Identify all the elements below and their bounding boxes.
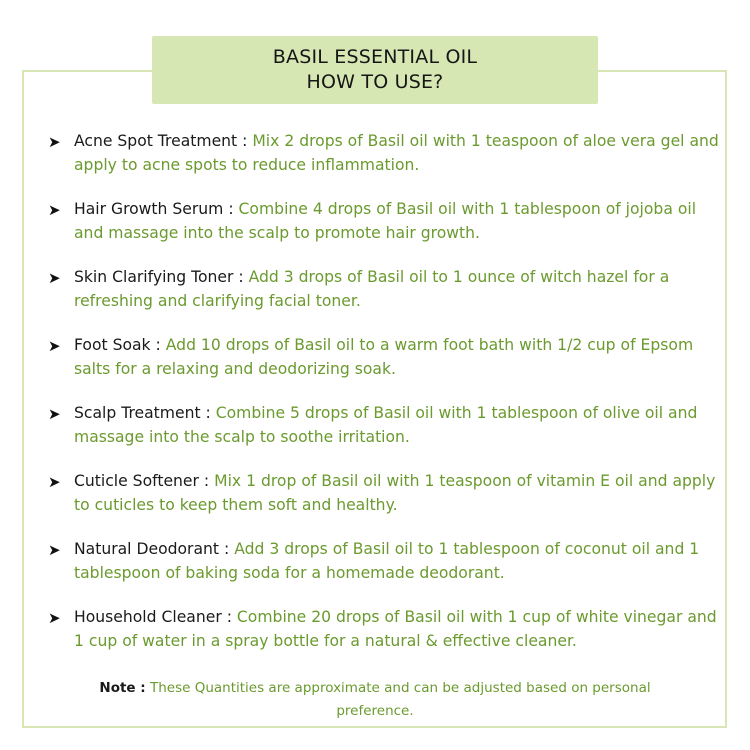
usage-item-label: Skin Clarifying Toner : bbox=[74, 268, 244, 286]
usage-item-text: Combine 20 drops of Basil oil with 1 cup of white vinegar and 1 cup of water in a spray bottle for a natural & effective cleaner. bbox=[74, 608, 717, 650]
usage-item-hair-growth-serum bbox=[48, 197, 728, 265]
usage-item-label: Foot Soak : bbox=[74, 336, 161, 354]
page-title: BASIL ESSENTIAL OIL bbox=[272, 46, 478, 68]
note-text: These Quantities are approximate and can be adjusted based on personal preference. bbox=[149, 680, 651, 719]
usage-list bbox=[48, 129, 728, 673]
usage-item-household-cleaner bbox=[48, 605, 728, 673]
arrow-bullet-icon: ➤ bbox=[48, 609, 61, 627]
usage-item-label: Household Cleaner : bbox=[74, 608, 232, 626]
usage-item-text: Combine 4 drops of Basil oil with 1 tablespoon of jojoba oil and massage into the scalp to promote hair growth. bbox=[74, 200, 697, 242]
arrow-bullet-icon: ➤ bbox=[48, 405, 61, 423]
usage-item-label: Natural Deodorant : bbox=[74, 540, 230, 558]
usage-item-text: Mix 2 drops of Basil oil with 1 teaspoon of aloe vera gel and apply to acne spots to reduce inflammation. bbox=[74, 132, 719, 174]
arrow-bullet-icon: ➤ bbox=[48, 269, 61, 287]
arrow-bullet-icon: ➤ bbox=[48, 541, 61, 559]
usage-item-natural-deodorant bbox=[48, 537, 728, 605]
note-label: Note : bbox=[99, 680, 146, 696]
usage-item-text: Add 3 drops of Basil oil to 1 tablespoon of coconut oil and 1 tablespoon of baking soda for a homemade deodorant. bbox=[74, 540, 700, 582]
usage-item-label: Hair Growth Serum : bbox=[74, 200, 234, 218]
usage-item-label: Acne Spot Treatment : bbox=[74, 132, 248, 150]
usage-item-foot-soak bbox=[48, 333, 728, 401]
usage-item-skin-clarifying-toner bbox=[48, 265, 728, 333]
usage-item-text: Mix 1 drop of Basil oil with 1 teaspoon of vitamin E oil and apply to cuticles to keep them soft and healthy. bbox=[74, 472, 716, 514]
usage-item-label: Scalp Treatment : bbox=[74, 404, 211, 422]
page-subtitle: HOW TO USE? bbox=[306, 71, 444, 93]
footnote bbox=[90, 677, 660, 723]
usage-item-acne-spot-treatment bbox=[48, 129, 728, 197]
usage-item-text: Add 10 drops of Basil oil to a warm foot bath with 1/2 cup of Epsom salts for a relaxing and deodorizing soak. bbox=[74, 336, 694, 378]
usage-item-text: Combine 5 drops of Basil oil with 1 tablespoon of olive oil and massage into the scalp to soothe irritation. bbox=[74, 404, 698, 446]
arrow-bullet-icon: ➤ bbox=[48, 473, 61, 491]
arrow-bullet-icon: ➤ bbox=[48, 201, 61, 219]
title-banner bbox=[152, 36, 598, 104]
arrow-bullet-icon: ➤ bbox=[48, 133, 61, 151]
arrow-bullet-icon: ➤ bbox=[48, 337, 61, 355]
usage-item-cuticle-softener bbox=[48, 469, 728, 537]
usage-item-scalp-treatment bbox=[48, 401, 728, 469]
usage-item-text: Add 3 drops of Basil oil to 1 ounce of witch hazel for a refreshing and clarifying facial toner. bbox=[74, 268, 670, 310]
usage-item-label: Cuticle Softener : bbox=[74, 472, 210, 490]
